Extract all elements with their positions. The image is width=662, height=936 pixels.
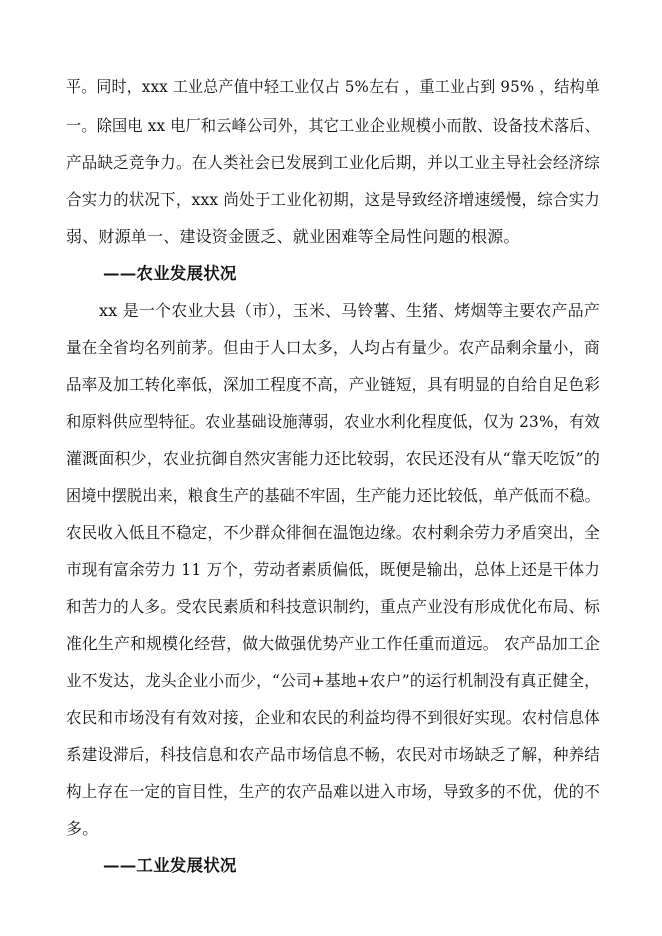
paragraph-line: 灌溉面积少，农业抗御自然灾害能力还比较弱，农民还没有从“靠天吃饭”的: [66, 449, 600, 468]
paragraph-line: 市现有富余劳力 11 万个，劳动者素质偏低，既便是输出，总体上还是干体力: [66, 560, 601, 579]
paragraph-line: 农民收入低且不稳定，不少群众徘徊在温饱边缘。农村剩余劳力矛盾突出，全: [66, 523, 601, 542]
paragraph-line: 和原料供应型特征。农业基础设施薄弱，农业水利化程度低，仅为 23%，有效: [66, 412, 600, 431]
paragraph-line: 和苦力的人多。受农民素质和科技意识制约，重点产业没有形成优化布局、标: [66, 597, 601, 616]
paragraph-line: 业不发达，龙头企业小而少，“公司+基地+农户”的运行机制没有真正健全，: [66, 671, 601, 690]
paragraph-line: 品率及加工转化率低，深加工程度不高，产业链短，具有明显的自给自足色彩: [66, 375, 601, 394]
paragraph-line: 系建设滞后，科技信息和农产品市场信息不畅，农民对市场缺乏了解，种养结: [66, 745, 601, 764]
paragraph-line: 准化生产和规模化经营，做大做强优势产业工作任重而道远。 农产品加工企: [66, 634, 601, 653]
paragraph-line: 构上存在一定的盲目性，生产的农产品难以进入市场，导致多的不优，优的不: [66, 782, 601, 801]
section-heading-industry: ——工业发展状况: [103, 856, 237, 875]
paragraph-line: 一。除国电 xx 电厂和云峰公司外，其它工业企业规模小而散、设备技术落后、: [66, 116, 600, 135]
section-heading-agriculture: ——农业发展状况: [103, 264, 237, 283]
paragraph-line: 农民和市场没有有效对接，企业和农民的利益均得不到很好实现。农村信息体: [66, 708, 601, 727]
paragraph-line: 弱、财源单一、建设资金匮乏、就业困难等全局性问题的根源。: [66, 227, 520, 246]
paragraph-line: 多。: [66, 819, 99, 838]
paragraph-line: 量在全省均名列前茅。但由于人口太多，人均占有量少。农产品剩余量小，商: [66, 338, 601, 357]
paragraph-line: 合实力的状况下，xxx 尚处于工业化初期，这是导致经济增速缓慢，综合实力: [66, 190, 600, 209]
paragraph-line: 困境中摆脱出来，粮食生产的基础不牢固，生产能力还比较低，单产低而不稳。: [66, 486, 601, 505]
paragraph-line: 产品缺乏竞争力。在人类社会已发展到工业化后期，并以工业主导社会经济综: [66, 153, 601, 172]
paragraph-line: xx 是一个农业大县（市），玉米、马铃薯、生猪、烤烟等主要农产品产: [99, 301, 600, 320]
paragraph-line: 平。同时，xxx 工业总产值中轻工业仅占 5%左右 ，重工业占到 95% ，结构单: [66, 77, 600, 96]
